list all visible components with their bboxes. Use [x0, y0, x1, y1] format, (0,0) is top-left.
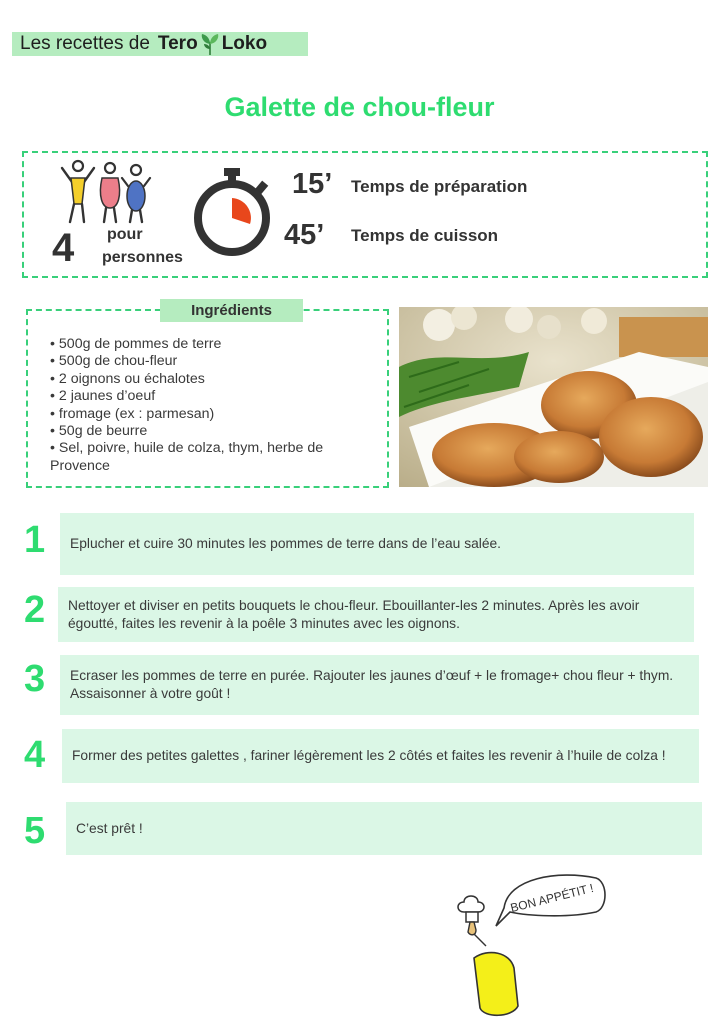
ingredient-item: • 2 jaunes d’oeuf [50, 388, 156, 405]
step-4-box [62, 729, 699, 783]
step-2-box [58, 587, 694, 642]
step-3-box [60, 655, 699, 715]
ingredient-item: • 50g de beurre [50, 423, 148, 440]
ingredient-item: • 500g de pommes de terre [50, 336, 222, 352]
step-1-number: 1 [24, 519, 46, 561]
step-3-text: Ecraser les pommes de terre en purée. Rajouter les jaunes d’œuf + le fromage+ chou fleur + thym. Assaisonner à votre goût ! [70, 668, 674, 701]
cauliflower-fritters-photo [399, 307, 708, 487]
step-1-text: Eplucher et cuire 30 minutes les pommes de terre dans de l’eau salée. [70, 536, 502, 551]
step-5-number: 5 [24, 810, 46, 852]
persons-count: 4 [52, 226, 75, 270]
ingredient-item: • 2 oignons ou échalotes [50, 370, 205, 387]
stopwatch-icon [188, 166, 276, 258]
step-4-text: Former des petites galettes , fariner légèrement les 2 côtés et faites les revenir à l’huile de colza ! [72, 748, 666, 763]
leaf-icon [199, 32, 221, 56]
speech-bubble-text: BON APPÉTIT ! [509, 880, 595, 916]
persons-label-personnes: personnes [102, 249, 183, 266]
ingredient-item: • 500g de chou-fleur [50, 353, 178, 370]
step-5-box [66, 802, 702, 855]
recipe-title: Galette de chou-fleur [224, 92, 495, 122]
ingredient-item: • Sel, poivre, huile de colza, thym, herbe de Provence [50, 440, 324, 474]
brand-name-part2: Loko [221, 33, 268, 54]
step-4-number: 4 [24, 734, 46, 776]
cook-time-value: 45’ [284, 219, 325, 251]
brand-prefix: Les recettes de [20, 33, 150, 54]
step-3-number: 3 [24, 658, 46, 700]
brand-name-part1: Tero [157, 33, 198, 54]
people-icon [58, 156, 154, 228]
prep-time-value: 15’ [292, 168, 333, 200]
prep-time-label: Temps de préparation [351, 177, 528, 196]
step-2-number: 2 [24, 589, 46, 631]
persons-label-pour: pour [107, 226, 143, 243]
ingredient-item: • fromage (ex : parmesan) [50, 405, 215, 422]
ingredients-list [50, 336, 380, 475]
chef-mascot-icon [448, 868, 613, 1018]
step-5-text: C’est prêt ! [76, 820, 143, 836]
step-1-box [60, 513, 694, 575]
cook-time-label: Temps de cuisson [351, 226, 499, 245]
brand-banner [12, 32, 308, 56]
ingredients-heading: Ingrédients [160, 299, 303, 322]
step-2-text: Nettoyer et diviser en petits bouquets le chou-fleur. Ebouillanter-les 2 minutes. Après les avoir égoutté, faites les revenir à la poêle 3 minutes avec les oignons. [68, 597, 640, 631]
